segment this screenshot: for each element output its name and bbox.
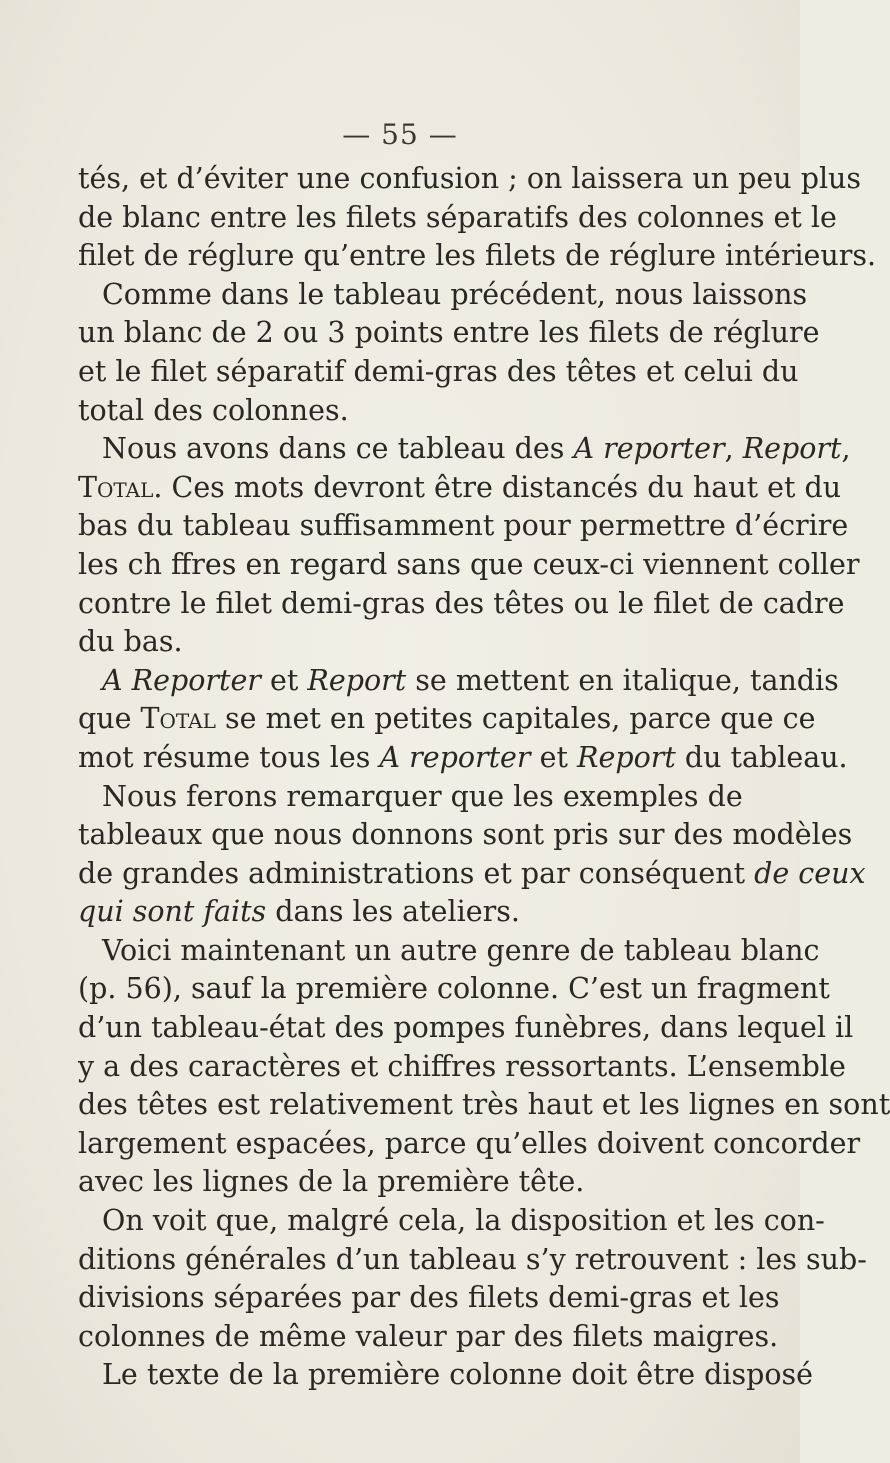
text-run: filet de réglure qu’entre les filets de réglure intérieurs. [78,239,877,273]
text-run: et [260,663,308,697]
text-run: Le texte de la première colonne doit être disposé [102,1358,814,1392]
text-line [78,585,845,624]
italic-text: Report [742,432,842,466]
text-line [78,1356,814,1395]
text-run: (p. 56), sauf la première colonne. C’est un fragment [78,972,830,1006]
text-run: se mettent en italique, tandis [406,663,839,697]
text-run: Nous avons dans ce tableau des [102,432,574,466]
text-run: largement espacées, parce qu’elles doivent concorder [78,1126,861,1160]
text-run: Nous ferons remarquer que les exemples de [102,779,743,813]
text-line [78,1048,846,1087]
text-line [78,855,866,894]
text-line [78,700,816,739]
italic-text: de ceux [754,856,866,890]
text-run: bas du tableau suffisamment pour permettre d’écrire [78,509,849,543]
italic-text: A reporter [573,432,725,466]
text-line [78,816,853,855]
text-run: ditions générales d’un tableau s’y retrouvent : les sub- [78,1242,867,1276]
text-run: des têtes est relativement très haut et les lignes en sont [78,1088,890,1122]
text-line [78,1125,861,1164]
text-run: Comme dans le tableau précédent, nous laissons [102,277,808,311]
text-line [78,469,842,508]
text-line [78,623,738,662]
text-line [78,1086,890,1125]
text-run: mot résume tous les [78,740,380,774]
text-run: On voit que, malgré cela, la disposition et les con- [102,1204,825,1238]
text-run: , [841,432,851,466]
text-run: que [78,702,141,736]
text-line [78,430,851,469]
text-run: et [530,740,577,774]
text-run: dans les ateliers. [266,895,520,929]
text-run: avec les lignes de la première tête. [78,1165,585,1199]
text-run: Voici maintenant un autre genre de tableau blanc [102,933,820,967]
text-run: total des colonnes. [78,393,349,427]
text-line [78,662,839,701]
text-line [78,932,820,971]
text-line [78,199,837,238]
italic-text: A reporter [379,740,531,774]
text-line [78,1318,779,1357]
text-run: du tableau. [675,740,848,774]
text-line [78,1163,738,1202]
text-run: se met en petites capitales, parce que ce [215,702,816,736]
text-run: d’un tableau-état des pompes funèbres, dans lequel il [78,1011,854,1045]
text-run: divisions séparées par des filets demi-gras et les [78,1281,780,1315]
text-line [78,507,849,546]
text-line [78,392,738,431]
text-run: colonnes de même valeur par des filets maigres. [78,1319,779,1353]
text-run: de grandes administrations et par conséquent [78,856,755,890]
small-caps-text: Total [78,470,154,504]
text-line [78,893,738,932]
text-run: de blanc entre les filets séparatifs des colonnes et le [78,200,837,234]
page-number: — 55 — [342,118,458,151]
text-run: y a des caractères et chiffres ressortants. L’ensemble [78,1049,846,1083]
text-run: , [724,432,743,466]
text-run: un blanc de 2 ou 3 points entre les filets de réglure [78,316,820,350]
text-line [78,1202,825,1241]
italic-text: A Reporter [102,663,261,697]
text-line [78,314,820,353]
body-text [78,160,890,1395]
text-line [78,778,743,817]
text-line [78,546,860,585]
text-line [78,1009,854,1048]
small-caps-text: Total [140,702,216,736]
text-line [78,1241,867,1280]
text-run: et le filet séparatif demi-gras des têtes et celui du [78,354,799,388]
text-run: du bas. [78,625,183,659]
italic-text: qui sont faits [78,895,267,929]
text-run: les ch ffres en regard sans que ceux-ci viennent coller [78,547,860,581]
text-line [78,276,808,315]
text-run: . Ces mots devront être distancés du haut et du [153,470,842,504]
italic-text: Report [307,663,407,697]
text-line [78,970,830,1009]
text-line [78,739,848,778]
text-line [78,237,877,276]
text-run: tés, et d’éviter une confusion ; on laissera un peu plus [78,162,862,195]
text-line [78,1279,780,1318]
text-run: tableaux que nous donnons sont pris sur des modèles [78,818,853,852]
italic-text: Report [577,740,676,774]
text-run: contre le filet demi-gras des têtes ou le filet de cadre [78,586,845,620]
text-line [78,353,799,392]
text-line [78,160,862,199]
